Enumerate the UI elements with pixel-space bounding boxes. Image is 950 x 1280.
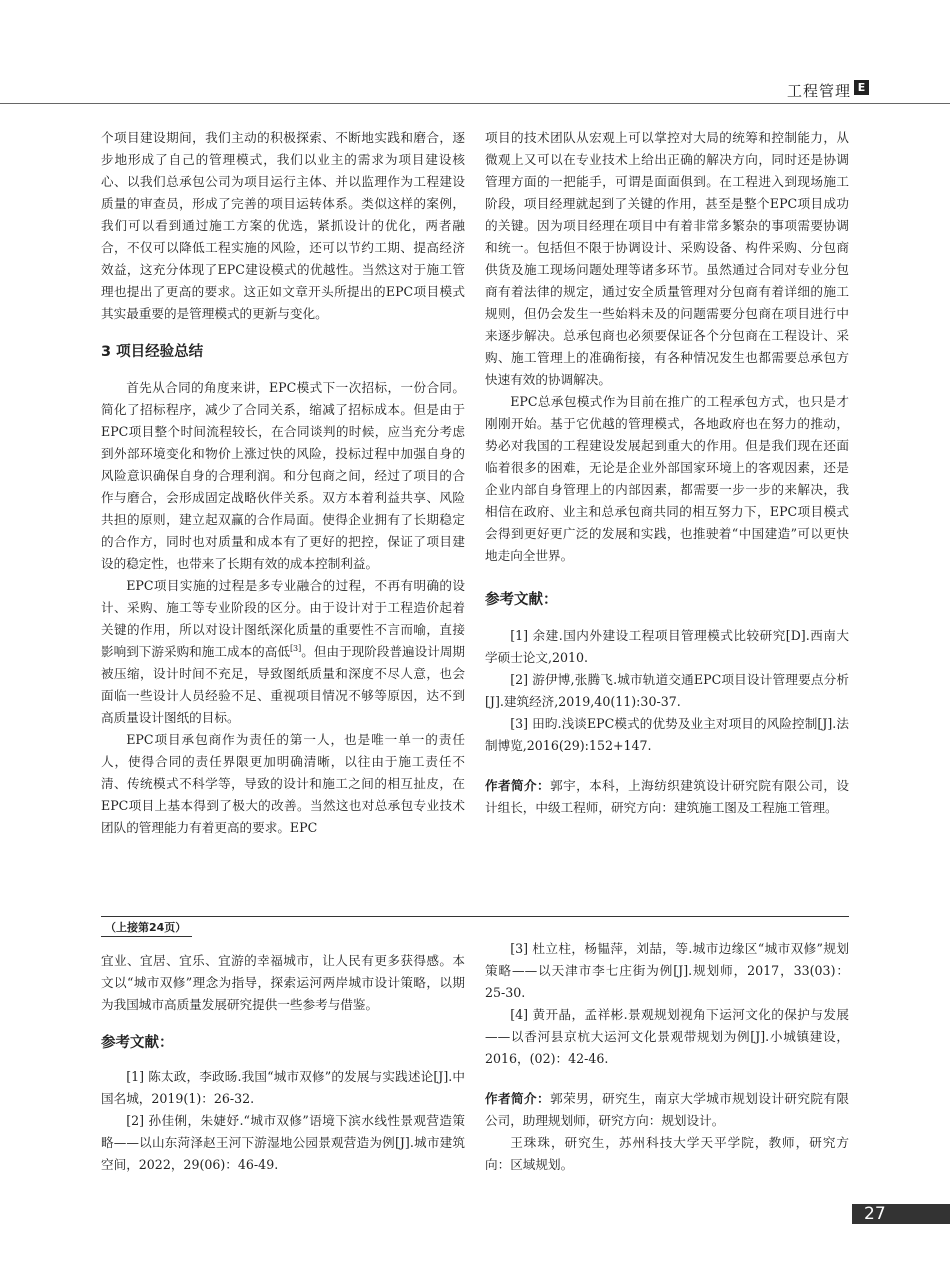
references-heading: 参考文献：	[101, 1035, 174, 1051]
journal-logo-icon: E	[854, 80, 869, 95]
paragraph: 个项目建设期间，我们主动的积极探索、不断地实践和磨合，逐步地形成了自己的管理模式，我们以业主的需求为项目建设核心、以我们总承包公司为项目运行主体、并以监理作为工程建设质量的审查员，形成了完善的项目运转体系。类似这样的案例，我们可以看到通过施工方案的优选，紧抓设计的优化，两者融合，不仅可以降低工程实施的风险，还可以节约工期、提高经济效益，这充分体现了EPC建设模式的优越性。当然这对于施工管理也提出了更高的要求。这正如文章开头所提出的EPC项目模式其实最重要的是管理模式的更新与变化。	[101, 130, 465, 321]
author-bio	[485, 775, 849, 819]
paragraph	[101, 575, 465, 729]
reference-item: [1] 余建.国内外建设工程项目管理模式比较研究[D].西南大学硕士论文,2010.	[485, 628, 849, 665]
reference-list	[101, 1066, 465, 1176]
author-text: 郭宇，本科，上海纺织建筑设计研究院有限公司，设计组长，中级工程师，研究方向：建筑施工图及工程施工管理。	[485, 778, 850, 815]
header-divider	[0, 103, 950, 104]
paragraph: EPC项目承包商作为责任的第一人，也是唯一单一的责任人，使得合同的责任界限更加明确清晰，以往由于施工责任不清、传统模式不科学等，导致的设计和施工之间的相互扯皮，在EPC项目上基本得到了极大的改善。当然这也对总承包专业技术团队的管理能力有着更高的要求。EPC	[101, 732, 465, 835]
left-column-bottom	[101, 950, 465, 1176]
right-column-top	[485, 127, 849, 819]
reference-list	[485, 625, 849, 757]
paragraph-text: EPC项目实施的过程是多专业融合的过程，不再有明确的设计、采购、施工等专业阶段的区分。由于设计对于工程造价起着关键的作用，所以对设计图纸深化质量的重要性不言而喻，直接影响到下游采购和施工成本的高低	[101, 578, 465, 659]
paragraph: 首先从合同的角度来讲，EPC模式下一次招标，一份合同。简化了招标程序，减少了合同关系，缩减了招标成本。但是由于EPC项目整个时间流程较长，在合同谈判的时候，应当充分考虑到外部环境变化和物价上涨过快的风险，投标过程中加强自身的风险意识确保自身的合理利润。和分包商之间，经过了项目的合作与磨合，会形成固定战略伙伴关系。双方本着利益共享、风险共担的原则，建立起双赢的合作局面。使得企业拥有了长期稳定的合作方，同时也对质量和成本有了更好的把控，保证了项目建设的稳定性，也带来了长期有效的成本控制利益。	[101, 380, 465, 571]
author-label: 作者简介：	[485, 1091, 551, 1106]
reference-item: [4] 黄开晶，孟祥彬.景观规划视角下运河文化的保护与发展——以香河县京杭大运河文化景观带规划为例[J].小城镇建设，2016，(02)：42-46.	[485, 1007, 849, 1066]
paragraph: 项目的技术团队从宏观上可以掌控对大局的统筹和控制能力，从微观上又可以在专业技术上给出正确的解决方向，同时还是协调管理方面的一把能手，可谓是面面俱到。在工程进入到现场施工阶段，项目经理就起到了关键的作用，甚至是整个EPC项目成功的关键。因为项目经理在项目中有着非常多繁杂的事项需要协调和统一。包括但不限于协调设计、采购设备、构件采购、分包商供货及施工现场问题处理等诸多环节。虽然通过合同对专业分包商有着法律的规定，通过安全质量管理对分包商有着详细的施工规则，但仍会发生一些始料未及的问题需要分包商在项目进行中来逐步解决。总承包商也必须要保证各个分包商在工程设计、采购、施工管理上的准确衔接，有各种情况发生也都需要总承包方快速有效的协调解决。	[485, 130, 849, 387]
continued-label: （上接第24页）	[101, 918, 192, 937]
journal-section-title: 工程管理	[786, 82, 851, 100]
author-bio	[485, 1088, 849, 1132]
paragraph-text: 。但由于现阶段普遍设计周期被压缩，设计时间不充足，导致图纸质量和深度不尽人意，也会面临一些设计人员经验不足、重视项目情况不够等原因，达不到高质量设计图纸的目标。	[101, 644, 466, 725]
paragraph: EPC总承包模式作为目前在推广的工程承包方式，也只是才刚刚开始。基于它优越的管理模式，各地政府也在努力的推动，势必对我国的工程建设发展起到重大的作用。但是我们现在还面临着很多的困难，无论是企业外部国家环境上的客观因素，还是企业内部自身管理上的内部因素，都需要一步一步的来解决，我相信在政府、业主和总承包商共同的相互努力下，EPC项目模式会得到更好更广泛的发展和实践，也推驶着“中国建造”可以更快地走向全世界。	[485, 394, 849, 563]
citation-marker: [3]	[289, 643, 302, 653]
reference-item: [2] 孙佳俐，朱婕妤.“城市双修”语境下滨水线性景观营造策略——以山东菏泽赵王河下游湿地公园景观营造为例[J].城市建筑空间，2022，29(06)：46-49.	[101, 1113, 465, 1172]
reference-item: [3] 杜立柱，杨韫萍，刘喆，等.城市边缘区“城市双修”规划策略——以天津市李七庄街为例[J].规划师，2017，33(03)：25-30.	[485, 941, 849, 1000]
paragraph: 宜业、宜居、宜乐、宜游的幸福城市，让人民有更多获得感。本文以“城市双修”理念为指导，探索运河两岸城市设计策略，以期为我国城市高质量发展研究提供一些参考与借鉴。	[101, 953, 465, 1012]
author-bio: 王珠珠，研究生，苏州科技大学天平学院，教师，研究方向：区域规划。	[485, 1135, 849, 1172]
section-divider	[101, 916, 849, 917]
author-label: 作者简介：	[485, 778, 551, 793]
section-heading: 3 项目经验总结	[101, 344, 204, 360]
reference-item: [2] 游伊博,张腾飞.城市轨道交通EPC项目设计管理要点分析[J].建筑经济,2019,40(11):30-37.	[485, 672, 849, 709]
author-text: 郭荣男，研究生，南京大学城市规划设计研究院有限公司，助理规划师，研究方向：规划设计。	[485, 1091, 850, 1128]
page-number: 27	[852, 1204, 950, 1224]
reference-item: [3] 田昀.浅谈EPC模式的优势及业主对项目的风险控制[J].法制博览,2016(29):152+147.	[485, 716, 849, 753]
reference-item: [1] 陈太政，李政旸.我国“城市双修”的发展与实践述论[J].中国名城，2019(1)：26-32.	[101, 1069, 465, 1106]
left-column-top	[101, 127, 465, 839]
reference-list	[485, 938, 849, 1070]
right-column-bottom	[485, 938, 849, 1176]
references-heading: 参考文献：	[485, 592, 558, 608]
